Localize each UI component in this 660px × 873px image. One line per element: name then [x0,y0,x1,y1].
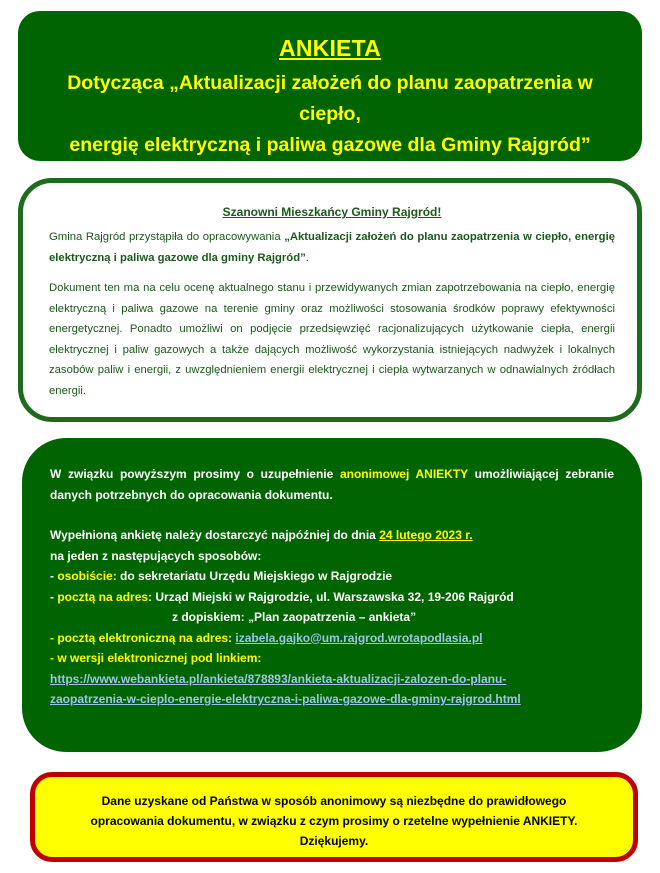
request-paragraph [50,464,614,505]
survey-url-link-line-2[interactable]: zaopatrzenia-w-cieplo-energie-elektryczna-i-paliwa-gazowe-dla-gminy-rajgrod.html [50,692,521,706]
deadline-prefix: Wypełnioną ankietę należy dostarczyć najpóźniej do dnia [50,528,380,542]
header-banner [18,11,642,161]
method-personal-text: do sekretariatu Urzędu Miejskiego w Rajgrodzie [116,569,393,583]
deadline-line [50,525,614,546]
request-suffix: umożliwiającej zebranie danych potrzebnych do opracowania dokumentu. [50,467,615,502]
email-link[interactable]: izabela.gajko@um.rajgrod.wrotapodlasia.pl [235,630,483,645]
deadline-date: 24 lutego 2023 r. [379,528,473,542]
closing-text [55,791,613,851]
method-online-url [50,669,614,710]
request-prefix: W związku powyższym prosimy o uzupełnienie [50,467,340,481]
method-personal-label: osobiście: [57,569,117,583]
greeting-heading: Szanowni Mieszkańcy Gminy Rajgród! [222,205,442,219]
closing-thanks: Dziękujemy. [299,834,369,848]
closing-panel [30,772,638,862]
intro-paragraph-2: Dokument ten ma na celu ocenę aktualnego stanu i przewidywanych zmian zapotrzebowania na ciepło, energię elektryczną i paliwa gazowe na terenie gminy oraz możliwości stosowania środków poprawy efektywności energetycznej. Ponadto umożliwi on podjęcie przedsięwzięć racjonalizujących użytkowanie ciepła, energii elektrycznej i paliw gazowych a także dających możliwość wykorzystania istniejących nadwyżek i lokalnych zasobów paliw i energii, z uwzględnieniem energii elektrycznej i ciepła wytwarzanych w odnawialnych źródłach energii. [49,282,615,397]
method-personal-dash: - [50,569,58,583]
intro-p1-prefix: Gmina Rajgród przystąpiła do opracowywania [49,231,285,243]
page-subtitle [38,68,622,161]
method-email [50,628,614,649]
instructions-panel [22,438,642,752]
method-post [50,587,614,608]
method-post-address: Urząd Miejski w Rajgrodzie, ul. Warszawska 32, 19-206 Rajgród [152,589,514,604]
subtitle-line-2: energię elektryczną i paliwa gazowe dla Gminy Rajgród” [69,134,591,156]
intro-p1-suffix: . [305,251,309,264]
method-post-note: z dopiskiem: „Plan zaopatrzenia – ankieta” [172,610,417,624]
method-personal [50,566,614,587]
intro-p1-document-title: „Aktualizacji założeń do planu zaopatrzenia w ciepło, energię elektryczną i paliwa gazowe dla gminy Rajgród” [49,231,615,264]
method-email-label: - pocztą elektroniczną na adres: [50,630,233,645]
intro-panel [18,178,642,422]
methods-intro: na jeden z następujących sposobów: [50,548,262,563]
method-post-dash: - [50,589,58,604]
method-post-label: pocztą na adres: [57,589,153,604]
closing-line-1: Dane uzyskane od Państwa w sposób anonimowy są niezbędne do prawidłowego [101,794,567,808]
subtitle-line-1: Dotycząca „Aktualizacji założeń do planu zaopatrzenia w ciepło, [67,72,593,125]
survey-url-link-line-1[interactable]: https://www.webankieta.pl/ankieta/878893/ankieta-aktualizacji-zalozen-do-planu- [50,671,507,686]
request-highlight: anonimowej ANIEKTY [339,467,468,481]
closing-line-2: opracowania dokumentu, w związku z czym prosimy o rzetelne wypełnienie ANKIETY. [90,814,578,828]
page-title: ANKIETA [279,35,381,61]
intro-paragraph-1 [49,227,615,268]
method-online-label: - w wersji elektronicznej pod linkiem: [50,651,262,665]
